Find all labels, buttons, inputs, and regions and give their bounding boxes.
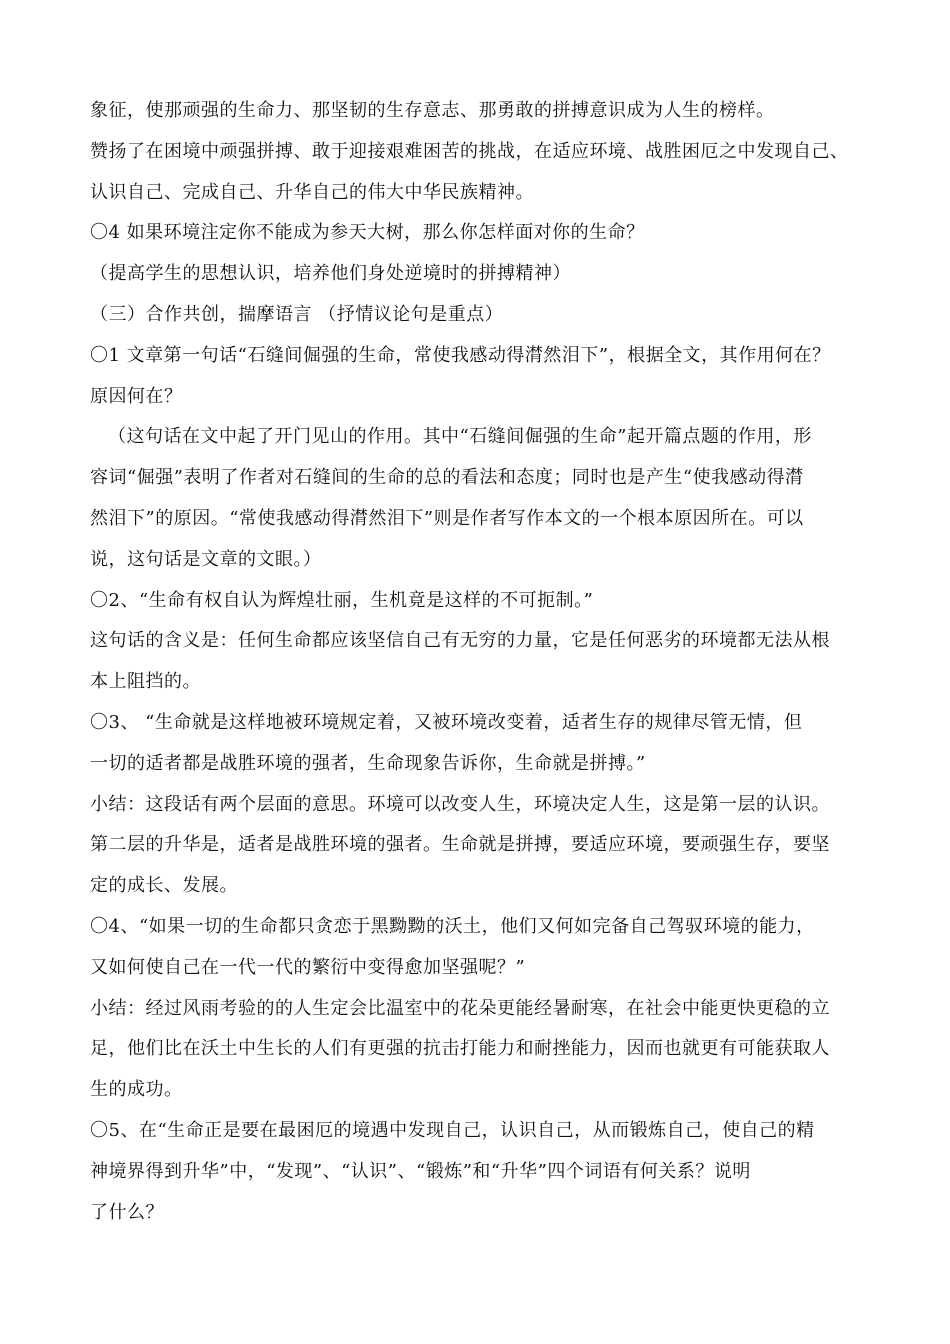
answer-line: 说，这句话是文章的文眼。） [90,549,322,570]
section-heading: （三）合作共创，揣摩语言 （抒情议论句是重点） [90,304,504,325]
question-line: 〇2、“生命有权自认为辉煌壮丽，生机竟是这样的不可扼制。” [90,590,594,611]
answer-line: 容词“倔强”表明了作者对石缝间的生命的总的看法和态度；同时也是产生“使我感动得潸 [90,467,804,488]
summary-line: 小结：经过风雨考验的的人生定会比温室中的花朵更能经暑耐寒，在社会中能更快更稳的立 [90,998,830,1019]
text-line: 神境界得到升华”中，“发现”、“认识”、“锻炼”和“升华”四个词语有何关系？说明 [90,1161,751,1182]
text-line: 又如何使自己在一代一代的繁衍中变得愈加坚强呢？” [90,957,526,978]
text-line: 本上阻挡的。 [90,671,201,692]
summary-line: 小结：这段话有两个层面的意思。环境可以改变人生，环境决定人生，这是第一层的认识。 [90,794,830,815]
question-line: 〇5、在“生命正是要在最困厄的境遇中发现自己，认识自己，从而锻炼自己，使自己的精 [90,1120,815,1141]
text-line: 象征，使那顽强的生命力、那坚韧的生存意志、那勇敢的拼搏意识成为人生的榜样。 [90,100,775,121]
text-line: 一切的适者都是战胜环境的强者，生命现象告诉你，生命就是拼搏。” [90,753,646,774]
text-line: 认识自己、完成自己、升华自己的伟大中华民族精神。 [90,182,534,203]
summary-line: 生的成功。 [90,1079,183,1100]
summary-line: 定的成长、发展。 [90,875,238,896]
question-line: 〇1 文章第一句话“石缝间倔强的生命，常使我感动得潸然泪下”，根据全文，其作用何在？ [90,345,831,366]
text-line: 原因何在？ [90,386,183,407]
question-line: 〇4、“如果一切的生命都只贪恋于黑黝黝的沃土，他们又何如完备自己驾驭环境的能力， [90,916,815,937]
text-line: （提高学生的思想认识，培养他们身处逆境时的拼搏精神） [90,263,571,284]
question-line: 〇4 如果环境注定你不能成为参天大树，那么你怎样面对你的生命？ [90,222,645,243]
summary-line: 第二层的升华是，适者是战胜环境的强者。生命就是拼搏，要适应环境，要顽强生存，要坚 [90,834,830,855]
summary-line: 足，他们比在沃土中生长的人们有更强的抗击打能力和耐挫能力，因而也就更有可能获取人 [90,1038,830,1059]
text-line: 了什么？ [90,1202,164,1223]
text-line: 赞扬了在困境中顽强拼搏、敢于迎接艰难困苦的挑战，在适应环境、战胜困厄之中发现自己、 [90,141,849,162]
answer-line: （这句话在文中起了开门见山的作用。其中“石缝间倔强的生命”起开篇点题的作用，形 [108,426,812,447]
question-line: 〇3、 “生命就是这样地被环境规定着，又被环境改变着，适者生存的规律尽管无情，但 [90,712,803,733]
answer-line: 然泪下”的原因。“常使我感动得潸然泪下”则是作者写作本文的一个根本原因所在。可以 [90,508,804,529]
text-line: 这句话的含义是：任何生命都应该坚信自己有无穷的力量，它是任何恶劣的环境都无法从根 [90,630,830,651]
